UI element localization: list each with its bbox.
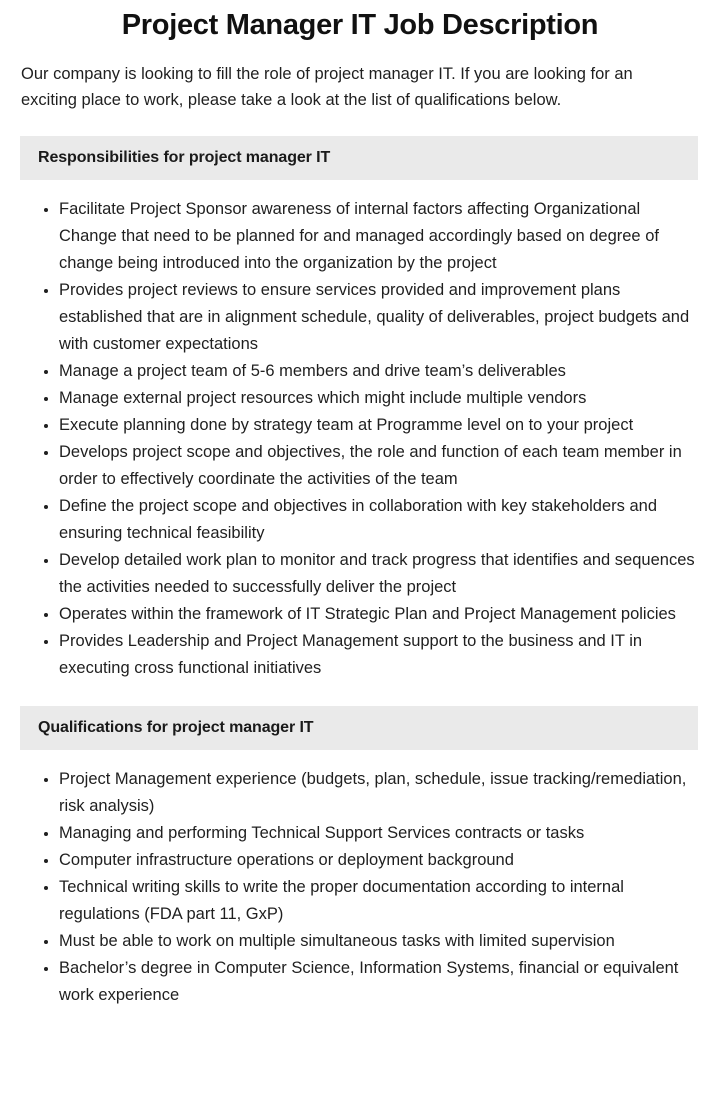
list-item: Provides project reviews to ensure services provided and improvement plans established that are in alignment schedule, quality of deliverables, project budgets and with customer expectations <box>0 277 698 358</box>
list-item: Define the project scope and objectives in collaboration with key stakeholders and ensuring technical feasibility <box>0 493 698 547</box>
list-item: Manage external project resources which might include multiple vendors <box>0 385 698 412</box>
list-item: Bachelor’s degree in Computer Science, Information Systems, financial or equivalent work experience <box>0 955 698 1009</box>
list-item: Operates within the framework of IT Strategic Plan and Project Management policies <box>0 601 698 628</box>
section-responsibilities <box>0 136 720 682</box>
section-heading-label: Responsibilities for project manager IT <box>38 149 331 166</box>
list-item: Technical writing skills to write the proper documentation according to internal regulations (FDA part 11, GxP) <box>0 874 698 928</box>
list-item: Project Management experience (budgets, plan, schedule, issue tracking/remediation, risk analysis) <box>0 766 698 820</box>
section-qualifications <box>0 706 720 1009</box>
list-item: Managing and performing Technical Support Services contracts or tasks <box>0 820 698 847</box>
list-item: Facilitate Project Sponsor awareness of internal factors affecting Organizational Change that need to be planned for and managed accordingly based on degree of change being introduced into the organization by the project <box>0 196 698 277</box>
qualifications-list <box>0 750 720 1009</box>
responsibilities-list <box>0 180 720 682</box>
section-header-responsibilities <box>20 136 698 180</box>
intro-paragraph: Our company is looking to fill the role of project manager IT. If you are looking for an exciting place to work, please take a look at the list of qualifications below. <box>21 65 633 109</box>
section-heading-label: Qualifications for project manager IT <box>38 719 314 736</box>
section-header-qualifications <box>20 706 698 750</box>
list-item: Develops project scope and objectives, the role and function of each team member in order to effectively coordinate the activities of the team <box>0 439 698 493</box>
list-item: Computer infrastructure operations or deployment background <box>0 847 698 874</box>
list-item: Must be able to work on multiple simultaneous tasks with limited supervision <box>0 928 698 955</box>
list-item: Execute planning done by strategy team at Programme level on to your project <box>0 412 698 439</box>
list-item: Provides Leadership and Project Management support to the business and IT in executing cross functional initiatives <box>0 628 698 682</box>
list-item: Manage a project team of 5-6 members and drive team’s deliverables <box>0 358 698 385</box>
list-item: Develop detailed work plan to monitor and track progress that identifies and sequences the activities needed to successfully deliver the project <box>0 547 698 601</box>
page-title: Project Manager IT Job Description <box>121 9 599 41</box>
